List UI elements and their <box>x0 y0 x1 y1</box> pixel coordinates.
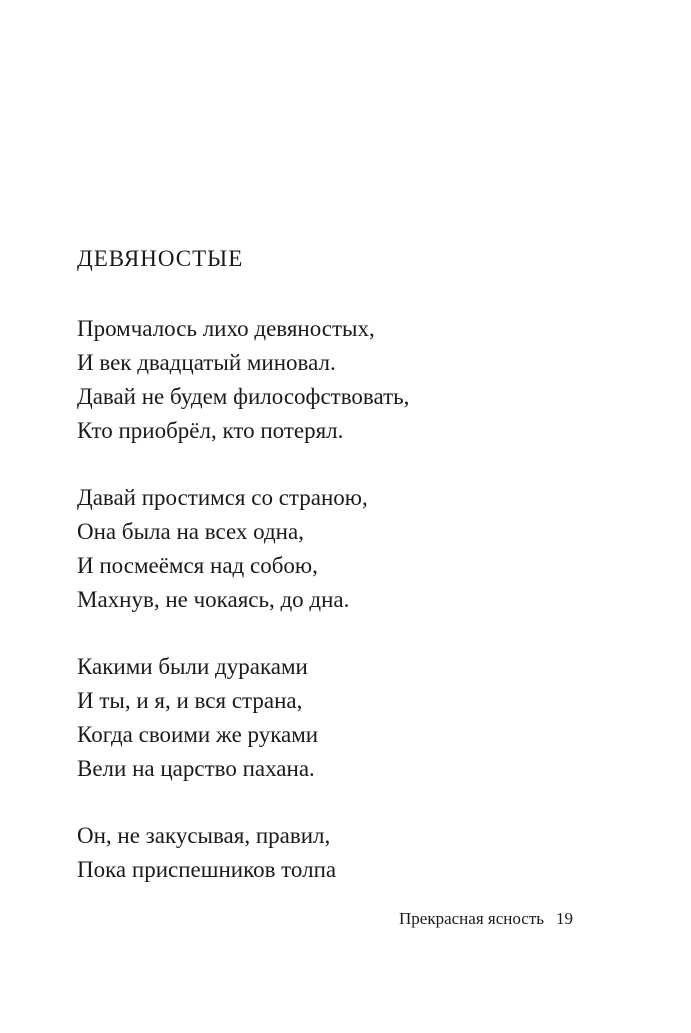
poem-line: Когда своими же руками <box>77 722 319 747</box>
poem-line: И посмеёмся над собою, <box>77 553 318 578</box>
page-footer <box>399 907 573 931</box>
stanza-2 <box>77 481 637 617</box>
poem-title: ДЕВЯНОСТЫЕ <box>77 246 244 271</box>
running-book-title: Прекрасная ясность <box>399 909 544 928</box>
poem-line: Кто приобрёл, кто потерял. <box>77 418 344 443</box>
poem-line: Она была на всех одна, <box>77 519 304 544</box>
poem-line: И век двадцатый миновал. <box>77 350 336 375</box>
page-number: 19 <box>556 909 573 928</box>
stanza-3 <box>77 650 637 786</box>
poem-line: Махнув, не чокаясь, до дна. <box>77 587 350 612</box>
poem-line: Давай простимся со страною, <box>77 485 368 510</box>
poem-body <box>77 312 637 920</box>
poem-line: Вели на царство пахана. <box>77 756 315 781</box>
stanza-1 <box>77 312 637 448</box>
poem-line: И ты, и я, и вся страна, <box>77 688 303 713</box>
poem-line: Пока приспешников толпа <box>77 857 337 882</box>
poem-line: Он, не закусывая, правил, <box>77 823 331 848</box>
stanza-4 <box>77 819 637 887</box>
poem-line: Какими были дураками <box>77 654 308 679</box>
poem-line: Промчалось лихо девяностых, <box>77 316 375 341</box>
poem-line: Давай не будем философствовать, <box>77 384 410 409</box>
